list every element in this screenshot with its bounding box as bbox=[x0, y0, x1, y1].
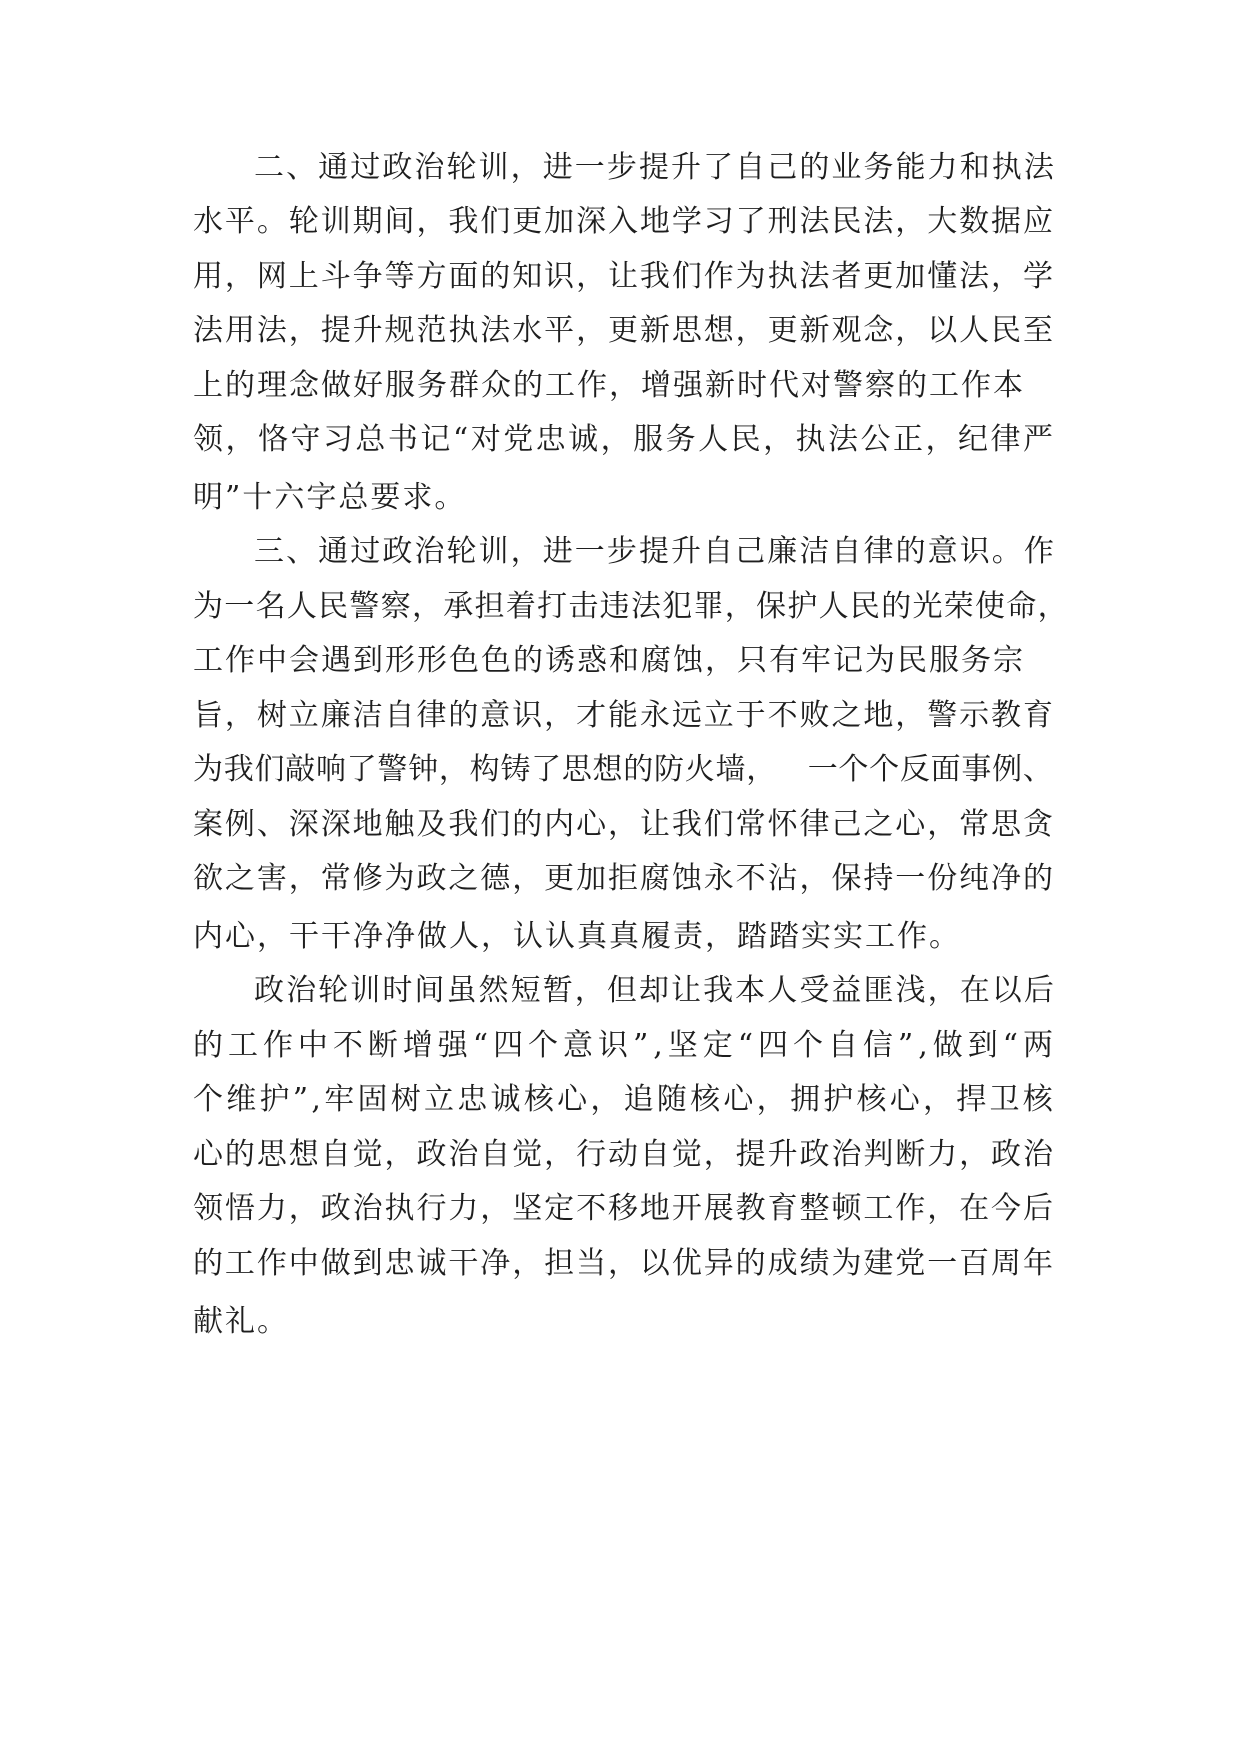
paragraph-3-line-2: 为 一 名 人 民 警 察 ， 承 担 着 打 击 违 法 犯 罪 ， 保 护 人 民 的 光 荣 使 命 ， bbox=[193, 589, 1068, 624]
paragraph-3-line-7: 欲 之 害 ， 常 修 为 政 之 德 ， 更 加 拒 腐 蚀 永 不 沾 ， 保 持 一 份 纯 净 的 bbox=[193, 861, 1053, 896]
paragraph-3-line-6: 案 例 、 深 深 地 触 及 我 们 的 内 心 ， 让 我 们 常 怀 律 己 之 心 ， 常 思 贪 bbox=[193, 807, 1053, 842]
paragraph-4-line-4: 心 的 思 想 自 觉 ， 政 治 自 觉 ， 行 动 自 觉 ， 提 升 政 治 判 断 力 ， 政 治 bbox=[193, 1137, 1053, 1172]
paragraph-2-line-2: 水 平 。 轮 训 期 间 ， 我 们 更 加 深 入 地 学 习 了 刑 法 民 法 ， 大 数 据 应 bbox=[193, 204, 1053, 239]
paragraph-2-line-6: 领 ， 恪 守 习 总 书 记 “ 对 党 忠 诚 ， 服 务 人 民 ， 执 法 公 正 ， 纪 律 严 bbox=[193, 422, 1053, 457]
paragraph-2-line-5: 上 的 理 念 做 好 服 务 群 众 的 工 作 ， 增 强 新 时 代 对 警 察 的 工 作 本 bbox=[193, 368, 1023, 403]
paragraph-3-line-3: 工 作 中 会 遇 到 形 形 色 色 的 诱 惑 和 腐 蚀 ， 只 有 牢 记 为 民 服 务 宗 bbox=[193, 643, 1023, 678]
paragraph-4-line-5: 领 悟 力 ， 政 治 执 行 力 ， 坚 定 不 移 地 开 展 教 育 整 顿 工 作 ， 在 今 后 bbox=[193, 1191, 1053, 1226]
paragraph-2-line-1: 二 、 通 过 政 治 轮 训 ， 进 一 步 提 升 了 自 己 的 业 务 能 力 和 执 法 bbox=[254, 150, 1054, 185]
paragraph-2-line-3: 用 ， 网 上 斗 争 等 方 面 的 知 识 ， 让 我 们 作 为 执 法 者 更 加 懂 法 ， 学 bbox=[193, 259, 1053, 294]
paragraph-4-line-2: 的 工 作 中 不 断 增 强 “ 四 个 意 识 ” , 坚 定 “ 四 个 自 信 ” , 做 到 “ 两 bbox=[193, 1028, 1053, 1063]
paragraph-4-line-3: 个 维 护 ” , 牢 固 树 立 忠 诚 核 心 ， 追 随 核 心 ， 拥 护 核 心 ， 捍 卫 核 bbox=[193, 1082, 1053, 1117]
paragraph-3-line-8: 内心，干干净净做人，认认真真履责，踏踏实实工作。 bbox=[193, 919, 961, 954]
paragraph-3-line-1: 三 、 通 过 政 治 轮 训 ， 进 一 步 提 升 自 己 廉 洁 自 律 的 意 识 。 作 bbox=[254, 534, 1054, 569]
paragraph-4-line-1: 政 治 轮 训 时 间 虽 然 短 暂 ， 但 却 让 我 本 人 受 益 匪 浅 ， 在 以 后 bbox=[254, 973, 1054, 1008]
paragraph-3-line-5: 为 我 们 敲 响 了 警 钟 ， 构 铸 了 思 想 的 防 火 墙 ， 一 个 个 反 面 事 例 、 bbox=[193, 752, 1053, 787]
paragraph-4-line-6: 的 工 作 中 做 到 忠 诚 干 净 ， 担 当 ， 以 优 异 的 成 绩 为 建 党 一 百 周 年 bbox=[193, 1246, 1053, 1281]
paragraph-4-line-7: 献礼。 bbox=[193, 1304, 289, 1339]
paragraph-3-line-4: 旨 ， 树 立 廉 洁 自 律 的 意 识 ， 才 能 永 远 立 于 不 败 之 地 ， 警 示 教 育 bbox=[193, 698, 1053, 733]
paragraph-2-line-4: 法 用 法 ， 提 升 规 范 执 法 水 平 ， 更 新 思 想 ， 更 新 观 念 ， 以 人 民 至 bbox=[193, 313, 1053, 348]
paragraph-2-line-7: 明”十六字总要求。 bbox=[193, 480, 467, 515]
